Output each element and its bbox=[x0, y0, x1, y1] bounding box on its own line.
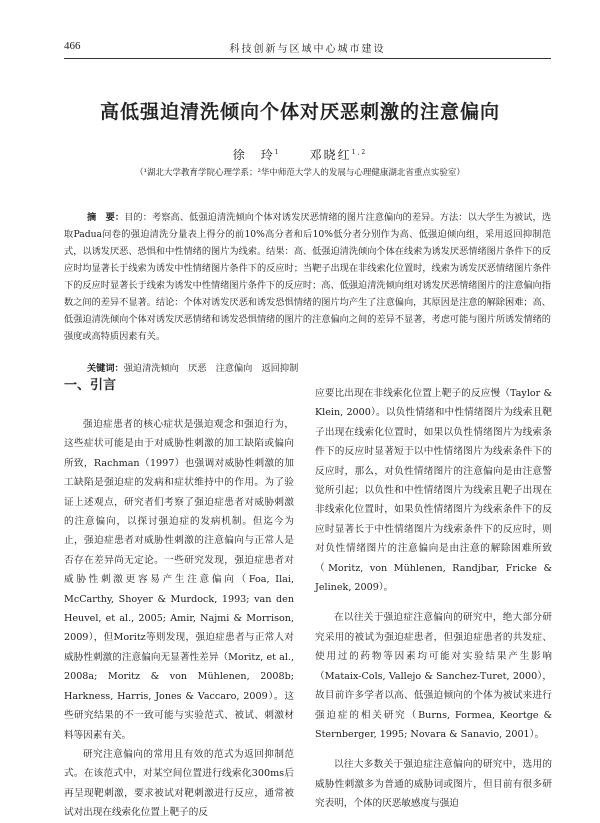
author-affil-mark: 1,2 bbox=[351, 149, 368, 156]
abstract bbox=[64, 209, 551, 345]
affiliation: （¹湖北大学教育学院心理学系；²华中师范大学人的发展与心理健康湖北省重点实验室） bbox=[135, 168, 465, 178]
page-header bbox=[64, 40, 551, 59]
keywords-label: 关键词： bbox=[87, 363, 124, 374]
right-column bbox=[315, 384, 552, 814]
paper-title: 高低强迫清洗倾向个体对厌恶刺激的注意偏向 bbox=[99, 101, 500, 123]
paragraph: 应要比出现在非线索化位置上靶子的反应慢（Taylor & Klein, 2000）。以负性情绪和中性情绪图片为线索且靶子出现在线索化位置时，如果以负性情绪图片为线索条件下的反应时显著短于以中性情绪图片为线索条件下的反应时，那么，对负性情绪图片的注意偏向是由注意警觉所引起；以负性和中性情绪图片为线索且靶子出现在非线索化位置时，如果负性情绪图片为线索条件下的反应时显著长于中性情绪图片为线索条件下的反应时，则对负性情绪图片的注意偏向是由注意的解除困难所致（Moritz, von Mühlenen, Randjbar, Fricke & Jelinek, 2009）。 bbox=[315, 388, 552, 594]
author-affil-mark: 1 bbox=[274, 149, 281, 156]
paragraph: 强迫症患者的核心症状是强迫观念和强迫行为，这些症状可能是由于对威胁性刺激的加工缺陷或偏向所致，Rachman（1997）也强调对威胁性刺激的加工缺陷是强迫症的发病和症状维持中的作用。为了验证上述观点，研究者们考察了强迫症患者对威胁刺激的注意偏向，以探讨强迫症的发病机制。但迄今为止，强迫症患者对威胁性刺激的注意偏向与正常人是否存在差异尚无定论。一些研究发现，强迫症患者对威胁性刺激更容易产生注意偏向（Foa, Ilai, McCarthy, Shoyer & Murdock, 1993; van den Heuvel, et al., 2005; Amir, Najmi & Morrison, 2009），但Moritz等则发现，强迫症患者与正常人对威胁性刺激的注意偏向无显著性差异（Moritz, et al., 2008a; Moritz & von Mühlenen, 2008b; Harkness, Harris, Jones & Vaccaro, 2009）。这些研究结果的不一致可能与实验范式、被试、刺激材料等因素有关。 bbox=[64, 419, 294, 741]
keywords bbox=[87, 360, 551, 374]
paragraph: 研究注意偏向的常用且有效的范式为返回抑制范式。在该范式中，对某空间位置进行线索化300ms后再呈现靶刺激，要求被试对靶刺激进行反应，通常被试对出现在线索化位置上靶子的反 bbox=[64, 748, 294, 819]
author-name: 徐 玲 bbox=[232, 148, 275, 162]
abstract-text: 目的：考察高、低强迫清洗倾向个体对诱发厌恶情绪的图片注意偏向的差异。方法：以大学生为被试，选取Padua问卷的强迫清洗分量表上得分的前10%高分者和后10%低分者分别作为高、低强迫倾向组，采用返回抑制范式，以诱发厌恶、恐惧和中性情绪的图片为线索。结果：高、低强迫清洗倾向个体在线索为诱发厌恶情绪图片条件下的反应时均显著长于线索为诱发中性情绪图片条件下的反应时；当靶子出现在非线索化位置时，线索为诱发厌恶情绪图片条件下的反应时显著长于线索为诱发中性情绪图片条件下的反应时；高、低强迫清洗倾向组对诱发厌恶情绪图片的注意偏向指数之间的差异不显著。结论：个体对诱发厌恶和诱发恐惧情绪的图片均产生了注意偏向，其原因是注意的解除困难；高、低强迫清洗倾向个体对诱发厌恶情绪和诱发恐惧情绪的图片的注意偏向之间的差异不显著，考虑可能与图片所诱发情绪的强度或高特质因素有关。 bbox=[64, 212, 552, 342]
left-column bbox=[64, 415, 294, 823]
paragraph: 以往大多数关于强迫症注意偏向的研究中，选用的威胁性刺激多为普通的威胁词或图片，但目前有很多研究表明，个体的厌恶敏感度与强迫 bbox=[315, 759, 552, 810]
section-heading: 一、引言 bbox=[64, 378, 117, 393]
keywords-text: 强迫清洗倾向 厌恶 注意偏向 返回抑制 bbox=[123, 363, 299, 374]
author-line bbox=[0, 146, 600, 163]
page-number: 466 bbox=[64, 40, 81, 52]
author-name: 邓晓红 bbox=[309, 148, 352, 162]
abstract-label: 摘 要： bbox=[87, 212, 125, 223]
journal-title: 科技创新与区域中心城市建设 bbox=[229, 44, 386, 55]
paragraph: 在以往关于强迫症注意偏向的研究中，绝大部分研究采用的被试为强迫症患者，但强迫症患者的共发症、使用过的药物等因素均可能对实验结果产生影响（Mataix-Cols, Vallejo & Sanchez-Turet, 2000），故目前许多学者以高、低强迫倾向的个体为被试来进行强迫症的相关研究（Burns, Formea, Keortge & Sternberger, 1995; Novara & Sanavio, 2001）。 bbox=[315, 612, 552, 740]
